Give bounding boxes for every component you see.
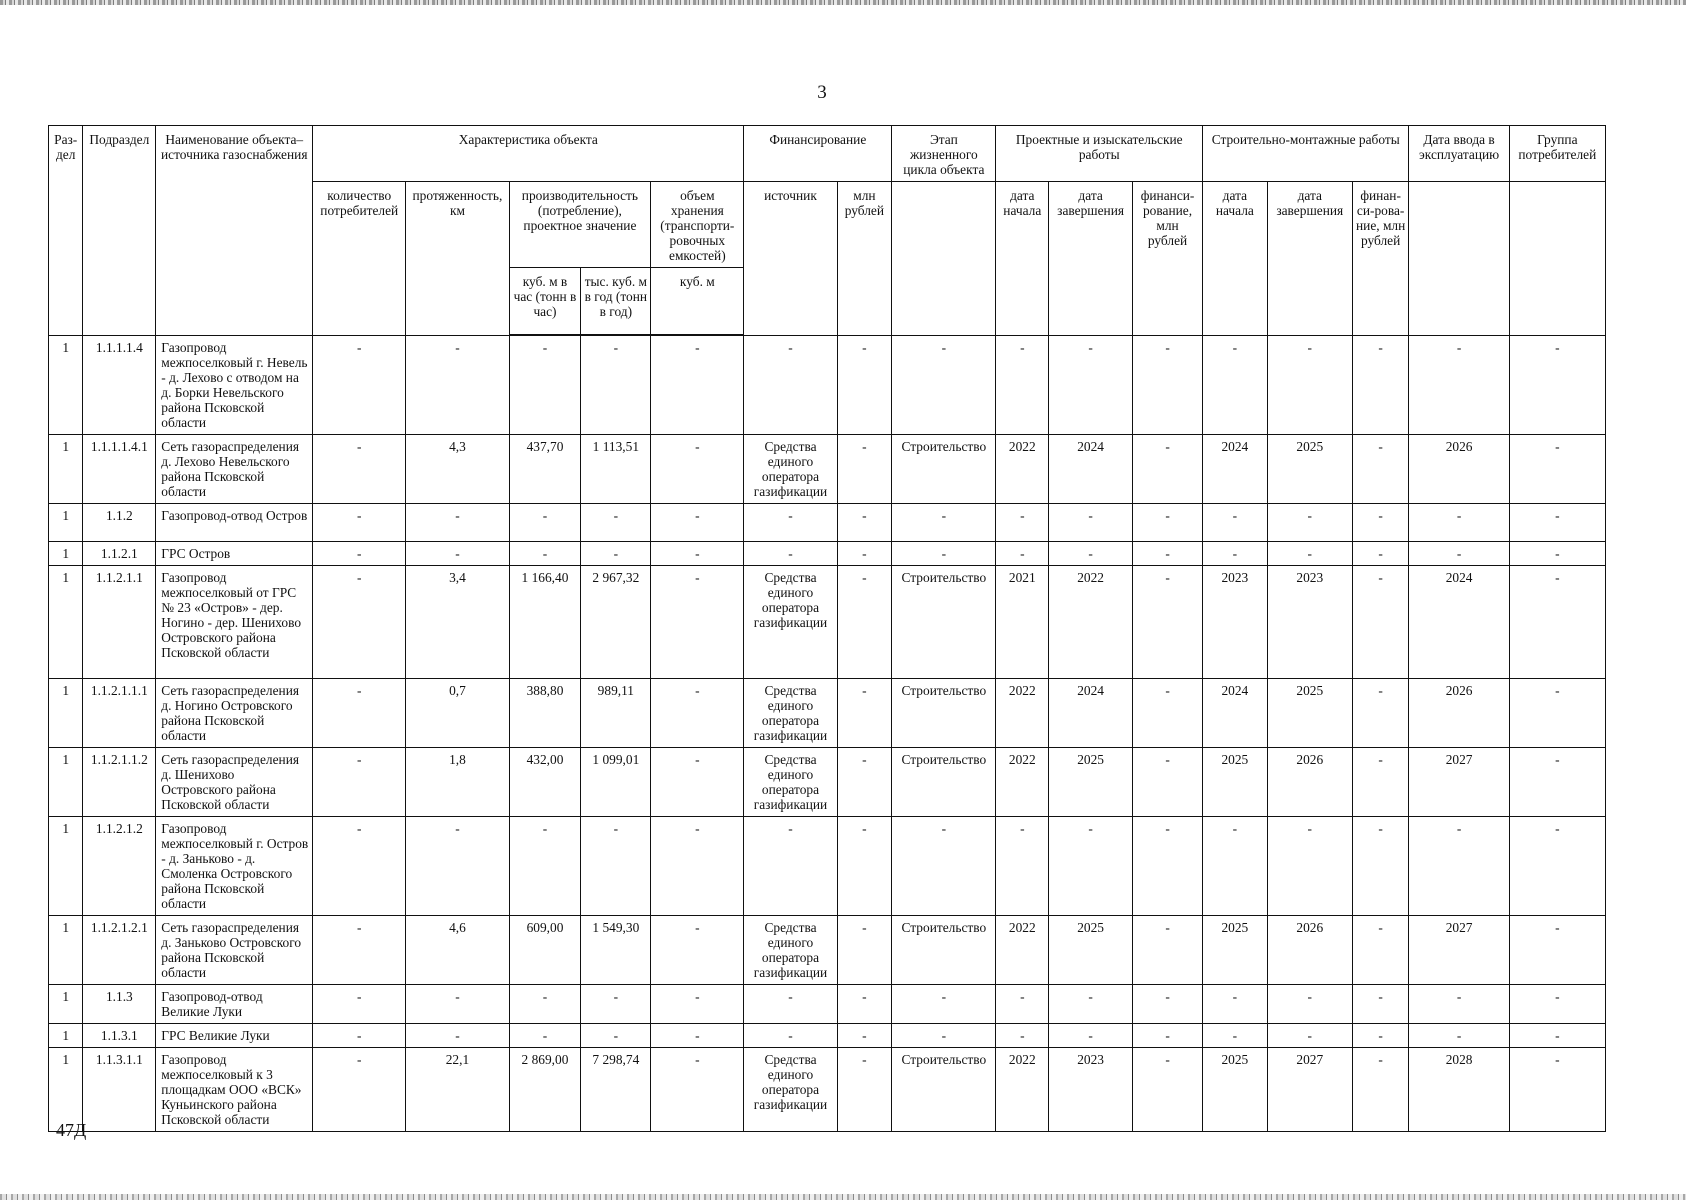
cell-per-year: 2 967,32 xyxy=(581,565,651,678)
cell-design-start: - xyxy=(996,984,1049,1023)
cell-name: Газопровод-отвод Великие Луки xyxy=(156,984,313,1023)
header-cubic-per-hour: куб. м в час (тонн в час) xyxy=(509,268,581,336)
cell-source: - xyxy=(744,816,837,915)
table-header xyxy=(49,126,1606,336)
cell-stage: - xyxy=(892,335,996,434)
cell-constr-fin: - xyxy=(1352,434,1409,503)
cell-group: - xyxy=(1509,1047,1605,1131)
cell-design-end: 2025 xyxy=(1049,915,1133,984)
cell-stage: Строительство xyxy=(892,678,996,747)
cell-design-end: 2022 xyxy=(1049,565,1133,678)
cell-stage: - xyxy=(892,1023,996,1047)
cell-stage: - xyxy=(892,503,996,541)
page-number: 3 xyxy=(817,82,827,103)
cell-mln-rub: - xyxy=(837,503,892,541)
cell-podrazdel: 1.1.1.1.4 xyxy=(83,335,156,434)
cell-constr-start: - xyxy=(1202,816,1267,915)
cell-design-start: - xyxy=(996,816,1049,915)
cell-constr-start: 2024 xyxy=(1202,678,1267,747)
cell-per-year: - xyxy=(581,984,651,1023)
cell-constr-fin: - xyxy=(1352,816,1409,915)
cell-design-end: - xyxy=(1049,984,1133,1023)
cell-mln-rub: - xyxy=(837,678,892,747)
cell-mln-rub: - xyxy=(837,816,892,915)
cell-per-hour: 388,80 xyxy=(509,678,581,747)
cell-design-fin: - xyxy=(1133,915,1203,984)
cell-stage: Строительство xyxy=(892,565,996,678)
cell-group: - xyxy=(1509,565,1605,678)
cell-length: 4,6 xyxy=(406,915,509,984)
cell-consumers: - xyxy=(313,541,406,565)
header-thousand-per-year: тыс. куб. м в год (тонн в год) xyxy=(581,268,651,336)
cell-length: 0,7 xyxy=(406,678,509,747)
cell-source: Средства единого оператора газификации xyxy=(744,434,837,503)
cell-design-start: - xyxy=(996,541,1049,565)
cell-podrazdel: 1.1.2.1.1 xyxy=(83,565,156,678)
cell-razdel: 1 xyxy=(49,541,83,565)
cell-constr-end: - xyxy=(1267,541,1352,565)
cell-design-start: 2022 xyxy=(996,747,1049,816)
cell-stage: - xyxy=(892,984,996,1023)
cell-stage: Строительство xyxy=(892,434,996,503)
cell-length: 3,4 xyxy=(406,565,509,678)
cell-design-fin: - xyxy=(1133,434,1203,503)
cell-design-end: - xyxy=(1049,541,1133,565)
cell-source: Средства единого оператора газификации xyxy=(744,915,837,984)
cell-group: - xyxy=(1509,335,1605,434)
header-financing: Финансирование xyxy=(744,126,892,182)
cell-name: Сеть газораспределения д. Заньково Островского района Псковской области xyxy=(156,915,313,984)
cell-storage: - xyxy=(651,915,744,984)
cell-razdel: 1 xyxy=(49,434,83,503)
cell-storage: - xyxy=(651,335,744,434)
cell-source: Средства единого оператора газификации xyxy=(744,747,837,816)
header-cubic: куб. м xyxy=(651,268,744,336)
cell-storage: - xyxy=(651,565,744,678)
header-design-financing: финанси-рование, млн рублей xyxy=(1133,182,1203,336)
cell-constr-fin: - xyxy=(1352,1047,1409,1131)
cell-length: - xyxy=(406,984,509,1023)
cell-per-year: 1 099,01 xyxy=(581,747,651,816)
cell-design-fin: - xyxy=(1133,984,1203,1023)
header-design-start: дата начала xyxy=(996,182,1049,336)
cell-razdel: 1 xyxy=(49,816,83,915)
table-row xyxy=(49,1023,1606,1047)
header-construction-works: Строительно-монтажные работы xyxy=(1202,126,1409,182)
cell-length: - xyxy=(406,503,509,541)
cell-per-hour: - xyxy=(509,816,581,915)
cell-razdel: 1 xyxy=(49,335,83,434)
header-design-works: Проектные и изыскательские работы xyxy=(996,126,1202,182)
cell-consumers: - xyxy=(313,565,406,678)
header-consumers: количество потребителей xyxy=(313,182,406,336)
cell-group: - xyxy=(1509,541,1605,565)
cell-design-end: - xyxy=(1049,503,1133,541)
cell-constr-end: 2025 xyxy=(1267,434,1352,503)
cell-consumers: - xyxy=(313,747,406,816)
table-row xyxy=(49,565,1606,678)
cell-constr-start: - xyxy=(1202,984,1267,1023)
cell-mln-rub: - xyxy=(837,434,892,503)
cell-constr-start: - xyxy=(1202,1023,1267,1047)
cell-storage: - xyxy=(651,816,744,915)
table-row xyxy=(49,335,1606,434)
cell-storage: - xyxy=(651,434,744,503)
cell-commission: 2026 xyxy=(1409,678,1509,747)
cell-storage: - xyxy=(651,1047,744,1131)
cell-per-year: 989,11 xyxy=(581,678,651,747)
cell-storage: - xyxy=(651,747,744,816)
cell-design-fin: - xyxy=(1133,565,1203,678)
cell-consumers: - xyxy=(313,503,406,541)
cell-mln-rub: - xyxy=(837,915,892,984)
cell-mln-rub: - xyxy=(837,1047,892,1131)
cell-constr-fin: - xyxy=(1352,747,1409,816)
cell-per-hour: - xyxy=(509,503,581,541)
cell-design-start: 2022 xyxy=(996,678,1049,747)
cell-design-start: 2022 xyxy=(996,1047,1049,1131)
cell-constr-start: - xyxy=(1202,541,1267,565)
cell-constr-end: 2023 xyxy=(1267,565,1352,678)
cell-source: - xyxy=(744,541,837,565)
cell-constr-start: - xyxy=(1202,335,1267,434)
header-commission-date: Дата ввода в эксплуатацию xyxy=(1409,126,1509,182)
cell-per-year: - xyxy=(581,541,651,565)
cell-name: Газопровод межпоселковый к 3 площадкам ООО «ВСК» Куньинского района Псковской области xyxy=(156,1047,313,1131)
cell-mln-rub: - xyxy=(837,335,892,434)
cell-podrazdel: 1.1.2 xyxy=(83,503,156,541)
cell-razdel: 1 xyxy=(49,984,83,1023)
cell-group: - xyxy=(1509,503,1605,541)
cell-length: 1,8 xyxy=(406,747,509,816)
cell-source: - xyxy=(744,1023,837,1047)
cell-length: - xyxy=(406,541,509,565)
cell-consumers: - xyxy=(313,678,406,747)
table-row xyxy=(49,1047,1606,1131)
cell-consumers: - xyxy=(313,816,406,915)
cell-per-year: 7 298,74 xyxy=(581,1047,651,1131)
cell-group: - xyxy=(1509,816,1605,915)
cell-per-hour: - xyxy=(509,541,581,565)
header-characteristics: Характеристика объекта xyxy=(313,126,744,182)
cell-razdel: 1 xyxy=(49,747,83,816)
cell-constr-start: 2025 xyxy=(1202,915,1267,984)
cell-per-hour: - xyxy=(509,984,581,1023)
cell-group: - xyxy=(1509,1023,1605,1047)
cell-name: Газопровод межпоселковый г. Невель - д. Лехово с отводом на д. Борки Невельского района Псковской области xyxy=(156,335,313,434)
cell-group: - xyxy=(1509,984,1605,1023)
header-capacity: производительность (потребление), проектное значение xyxy=(509,182,651,268)
table-row xyxy=(49,747,1606,816)
cell-stage: - xyxy=(892,541,996,565)
cell-length: 22,1 xyxy=(406,1047,509,1131)
table-row xyxy=(49,915,1606,984)
cell-design-fin: - xyxy=(1133,335,1203,434)
header-constr-end: дата завершения xyxy=(1267,182,1352,336)
cell-per-hour: 1 166,40 xyxy=(509,565,581,678)
header-consumer-group: Группа потребителей xyxy=(1509,126,1605,182)
cell-commission: 2027 xyxy=(1409,747,1509,816)
cell-stage: Строительство xyxy=(892,747,996,816)
cell-commission: 2026 xyxy=(1409,434,1509,503)
cell-group: - xyxy=(1509,678,1605,747)
cell-storage: - xyxy=(651,1023,744,1047)
header-name: Наименование объекта–источника газоснабжения xyxy=(156,126,313,336)
cell-design-start: - xyxy=(996,335,1049,434)
cell-commission: - xyxy=(1409,1023,1509,1047)
cell-constr-fin: - xyxy=(1352,678,1409,747)
header-mln-rub: млн рублей xyxy=(837,182,892,336)
cell-razdel: 1 xyxy=(49,1023,83,1047)
cell-source: Средства единого оператора газификации xyxy=(744,565,837,678)
cell-per-year: 1 549,30 xyxy=(581,915,651,984)
header-commission-blank xyxy=(1409,182,1509,336)
scan-edge-bottom xyxy=(0,1194,1686,1200)
cell-commission: - xyxy=(1409,541,1509,565)
cell-per-year: - xyxy=(581,335,651,434)
cell-constr-fin: - xyxy=(1352,1023,1409,1047)
header-length: протяженность, км xyxy=(406,182,509,336)
cell-name: Газопровод межпоселковый от ГРС № 23 «Остров» - дер. Ногино - дер. Шенихово Островского района Псковской области xyxy=(156,565,313,678)
header-stage: Этап жизненного цикла объекта xyxy=(892,126,996,182)
cell-group: - xyxy=(1509,747,1605,816)
cell-constr-end: - xyxy=(1267,816,1352,915)
table-row xyxy=(49,984,1606,1023)
gasification-table xyxy=(48,125,1606,1132)
cell-constr-end: - xyxy=(1267,335,1352,434)
cell-podrazdel: 1.1.1.1.4.1 xyxy=(83,434,156,503)
header-constr-financing: финан-си-рова-ние, млн рублей xyxy=(1352,182,1409,336)
cell-source: - xyxy=(744,984,837,1023)
cell-length: - xyxy=(406,335,509,434)
cell-design-end: - xyxy=(1049,816,1133,915)
cell-design-fin: - xyxy=(1133,1047,1203,1131)
header-razdel: Раз-дел xyxy=(49,126,83,336)
cell-razdel: 1 xyxy=(49,678,83,747)
cell-podrazdel: 1.1.3 xyxy=(83,984,156,1023)
table-row xyxy=(49,816,1606,915)
header-stage-blank xyxy=(892,182,996,336)
cell-consumers: - xyxy=(313,915,406,984)
cell-constr-fin: - xyxy=(1352,541,1409,565)
cell-source: Средства единого оператора газификации xyxy=(744,678,837,747)
cell-name: ГРС Великие Луки xyxy=(156,1023,313,1047)
cell-per-year: - xyxy=(581,1023,651,1047)
cell-podrazdel: 1.1.2.1.2 xyxy=(83,816,156,915)
cell-design-start: 2022 xyxy=(996,434,1049,503)
cell-design-end: 2025 xyxy=(1049,747,1133,816)
cell-mln-rub: - xyxy=(837,984,892,1023)
header-source: источник xyxy=(744,182,837,336)
cell-group: - xyxy=(1509,434,1605,503)
cell-source: Средства единого оператора газификации xyxy=(744,1047,837,1131)
cell-consumers: - xyxy=(313,984,406,1023)
cell-constr-start: 2024 xyxy=(1202,434,1267,503)
cell-podrazdel: 1.1.2.1 xyxy=(83,541,156,565)
cell-source: - xyxy=(744,503,837,541)
cell-constr-start: 2025 xyxy=(1202,747,1267,816)
cell-commission: 2027 xyxy=(1409,915,1509,984)
cell-design-fin: - xyxy=(1133,678,1203,747)
cell-mln-rub: - xyxy=(837,1023,892,1047)
cell-stage: Строительство xyxy=(892,915,996,984)
cell-commission: - xyxy=(1409,335,1509,434)
cell-podrazdel: 1.1.3.1 xyxy=(83,1023,156,1047)
cell-design-fin: - xyxy=(1133,541,1203,565)
cell-group: - xyxy=(1509,915,1605,984)
table-row xyxy=(49,541,1606,565)
table-row xyxy=(49,503,1606,541)
cell-podrazdel: 1.1.2.1.2.1 xyxy=(83,915,156,984)
cell-mln-rub: - xyxy=(837,747,892,816)
cell-razdel: 1 xyxy=(49,565,83,678)
cell-constr-fin: - xyxy=(1352,984,1409,1023)
cell-podrazdel: 1.1.3.1.1 xyxy=(83,1047,156,1131)
cell-constr-start: 2025 xyxy=(1202,1047,1267,1131)
cell-constr-end: - xyxy=(1267,984,1352,1023)
cell-storage: - xyxy=(651,984,744,1023)
cell-design-end: - xyxy=(1049,335,1133,434)
cell-per-year: - xyxy=(581,503,651,541)
cell-per-hour: - xyxy=(509,1023,581,1047)
cell-design-end: 2024 xyxy=(1049,678,1133,747)
cell-design-end: 2024 xyxy=(1049,434,1133,503)
cell-constr-fin: - xyxy=(1352,335,1409,434)
header-group-blank xyxy=(1509,182,1605,336)
cell-commission: - xyxy=(1409,984,1509,1023)
cell-design-end: - xyxy=(1049,1023,1133,1047)
cell-constr-end: 2026 xyxy=(1267,747,1352,816)
cell-design-fin: - xyxy=(1133,747,1203,816)
cell-design-fin: - xyxy=(1133,816,1203,915)
cell-per-hour: - xyxy=(509,335,581,434)
footer-code: 47Д xyxy=(56,1120,87,1140)
cell-consumers: - xyxy=(313,1023,406,1047)
cell-design-start: 2021 xyxy=(996,565,1049,678)
table-body xyxy=(49,335,1606,1131)
cell-constr-start: 2023 xyxy=(1202,565,1267,678)
cell-podrazdel: 1.1.2.1.1.2 xyxy=(83,747,156,816)
cell-name: Газопровод-отвод Остров xyxy=(156,503,313,541)
cell-per-year: 1 113,51 xyxy=(581,434,651,503)
cell-commission: 2024 xyxy=(1409,565,1509,678)
cell-name: Газопровод межпоселковый г. Остров - д. Заньково - д. Смоленка Островского района Псковской области xyxy=(156,816,313,915)
cell-stage: Строительство xyxy=(892,1047,996,1131)
cell-per-hour: 437,70 xyxy=(509,434,581,503)
cell-name: Сеть газораспределения д. Лехово Невельского района Псковской области xyxy=(156,434,313,503)
header-podrazdel: Подраздел xyxy=(83,126,156,336)
cell-constr-fin: - xyxy=(1352,565,1409,678)
cell-design-start: - xyxy=(996,1023,1049,1047)
cell-per-hour: 2 869,00 xyxy=(509,1047,581,1131)
cell-design-end: 2023 xyxy=(1049,1047,1133,1131)
cell-mln-rub: - xyxy=(837,541,892,565)
cell-per-hour: 432,00 xyxy=(509,747,581,816)
cell-per-year: - xyxy=(581,816,651,915)
cell-design-fin: - xyxy=(1133,503,1203,541)
cell-consumers: - xyxy=(313,335,406,434)
cell-razdel: 1 xyxy=(49,1047,83,1131)
cell-consumers: - xyxy=(313,434,406,503)
scan-edge-top xyxy=(0,0,1686,5)
cell-length: 4,3 xyxy=(406,434,509,503)
cell-length: - xyxy=(406,1023,509,1047)
cell-consumers: - xyxy=(313,1047,406,1131)
cell-commission: - xyxy=(1409,503,1509,541)
cell-constr-end: 2025 xyxy=(1267,678,1352,747)
cell-length: - xyxy=(406,816,509,915)
cell-storage: - xyxy=(651,541,744,565)
cell-per-hour: 609,00 xyxy=(509,915,581,984)
cell-name: ГРС Остров xyxy=(156,541,313,565)
header-constr-start: дата начала xyxy=(1202,182,1267,336)
table-row xyxy=(49,678,1606,747)
cell-storage: - xyxy=(651,503,744,541)
cell-storage: - xyxy=(651,678,744,747)
cell-podrazdel: 1.1.2.1.1.1 xyxy=(83,678,156,747)
cell-constr-end: - xyxy=(1267,1023,1352,1047)
cell-design-start: 2022 xyxy=(996,915,1049,984)
cell-constr-fin: - xyxy=(1352,503,1409,541)
cell-commission: 2028 xyxy=(1409,1047,1509,1131)
cell-constr-fin: - xyxy=(1352,915,1409,984)
cell-constr-end: 2026 xyxy=(1267,915,1352,984)
header-design-end: дата завершения xyxy=(1049,182,1133,336)
header-storage: объем хранения (транспорти-ровочных емкостей) xyxy=(651,182,744,268)
cell-razdel: 1 xyxy=(49,915,83,984)
cell-constr-end: 2027 xyxy=(1267,1047,1352,1131)
cell-name: Сеть газораспределения д. Ногино Островского района Псковской области xyxy=(156,678,313,747)
cell-mln-rub: - xyxy=(837,565,892,678)
cell-design-start: - xyxy=(996,503,1049,541)
cell-constr-end: - xyxy=(1267,503,1352,541)
table-row xyxy=(49,434,1606,503)
cell-razdel: 1 xyxy=(49,503,83,541)
cell-commission: - xyxy=(1409,816,1509,915)
cell-constr-start: - xyxy=(1202,503,1267,541)
cell-name: Сеть газораспределения д. Шенихово Островского района Псковской области xyxy=(156,747,313,816)
cell-stage: - xyxy=(892,816,996,915)
cell-design-fin: - xyxy=(1133,1023,1203,1047)
cell-source: - xyxy=(744,335,837,434)
